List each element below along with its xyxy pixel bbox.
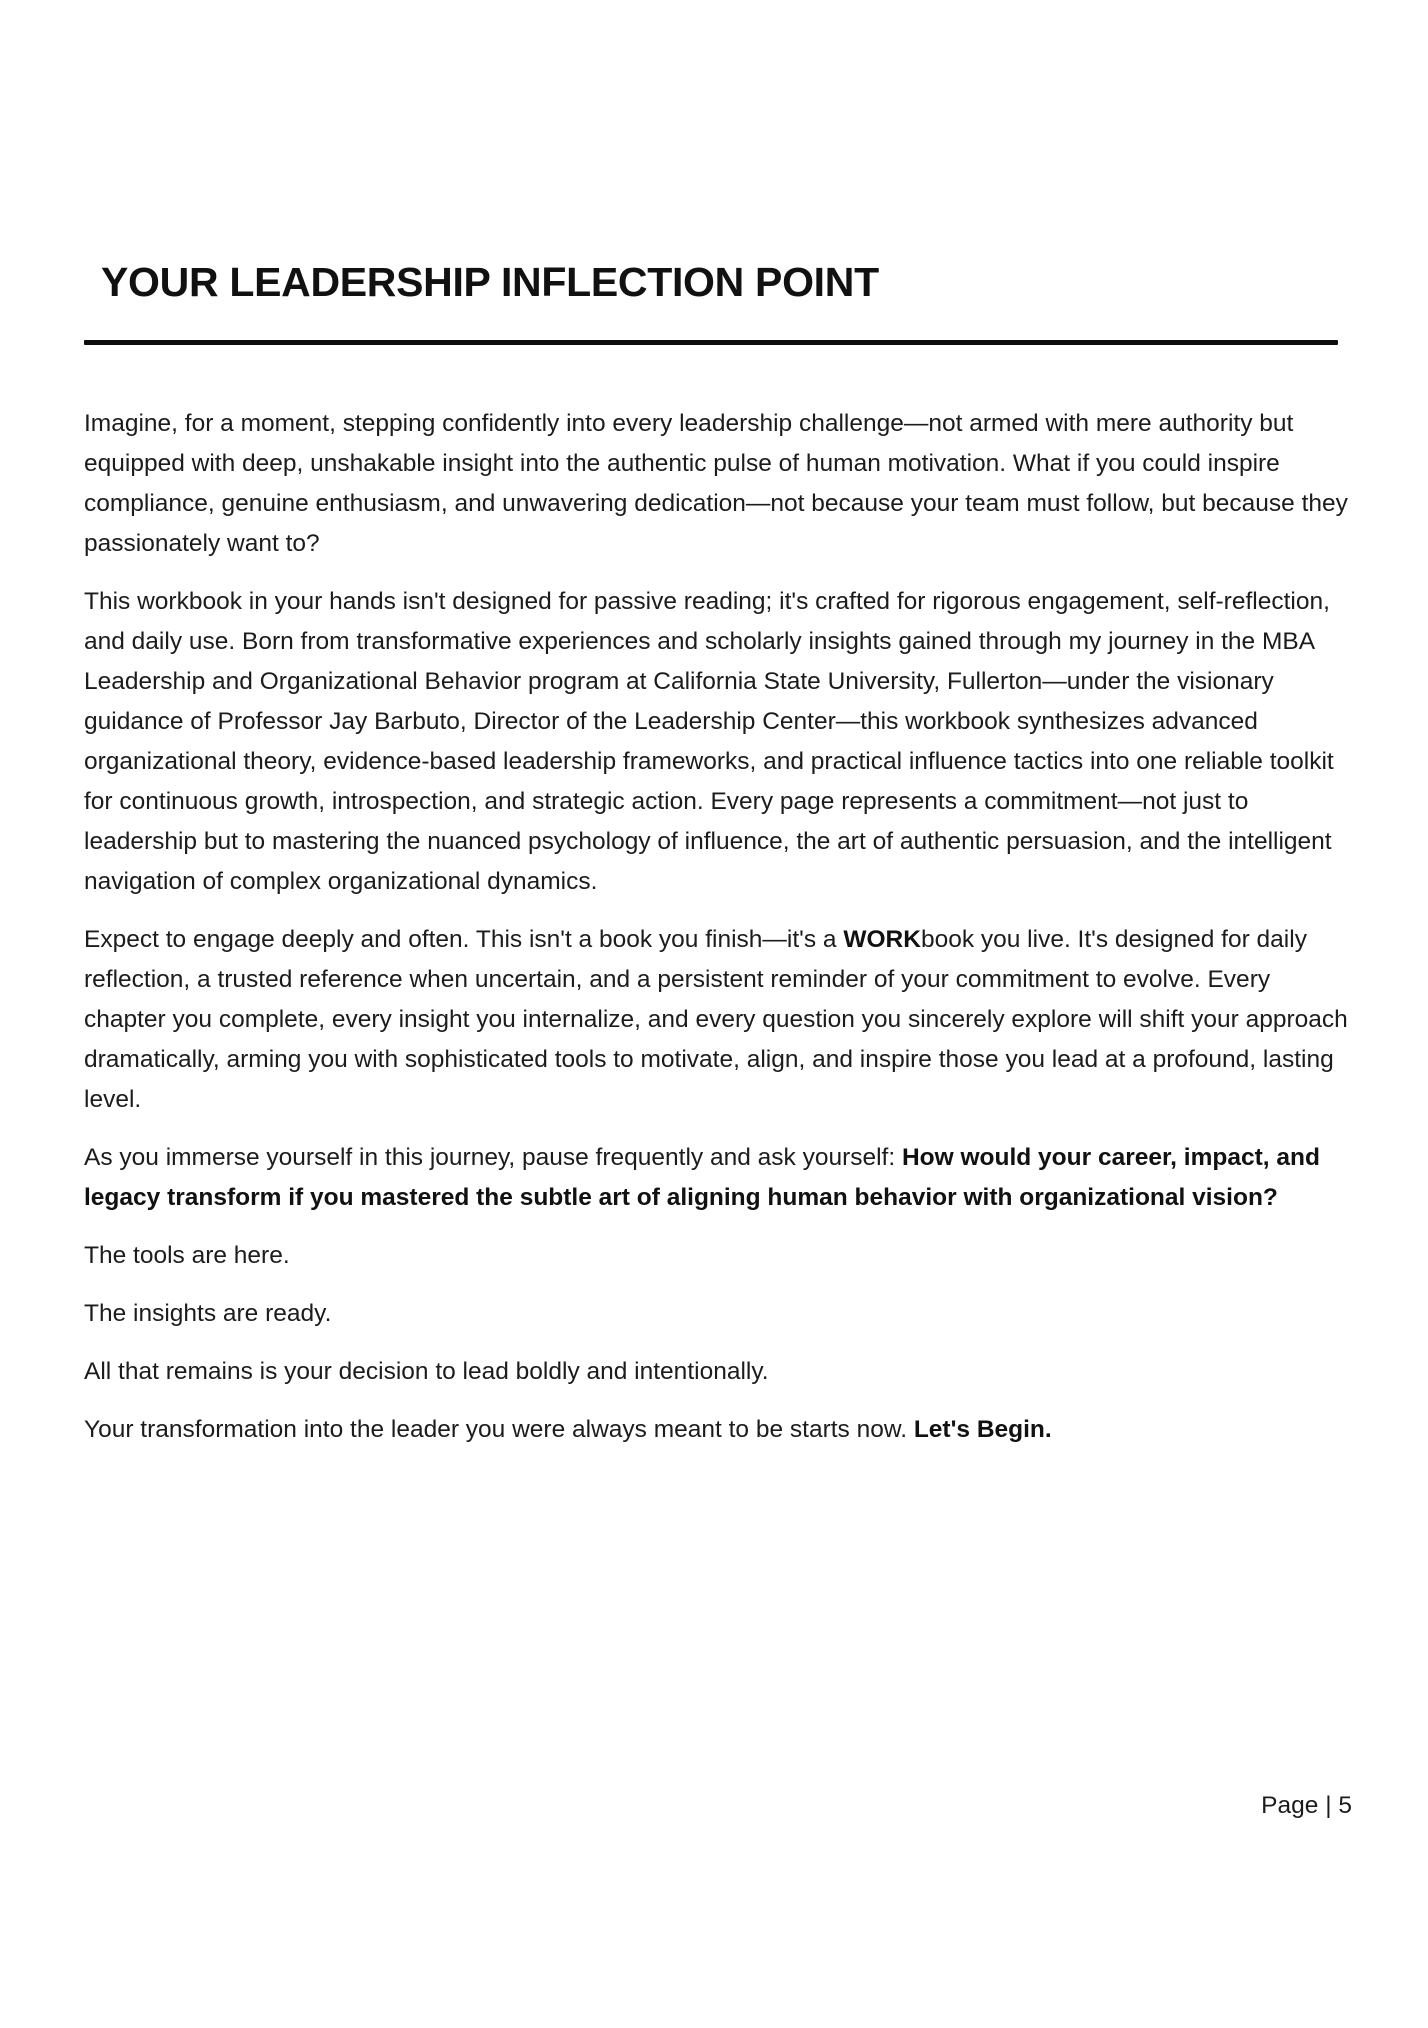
page-title: YOUR LEADERSHIP INFLECTION POINT [101,259,879,305]
paragraph-workbook-origin: This workbook in your hands isn't designed for passive reading; it's crafted for rigorous engagement, self-reflection, and daily use. Born from transformative experiences and scholarly insights gained through my journey in the MBA Leadership and Organizational Behavior program at California State University, Fullerton—under the visionary guidance of Professor Jay Barbuto, Director of the Leadership Center—this workbook synthesizes advanced organizational theory, evidence-based leadership frameworks, and practical influence tactics into one reliable toolkit for continuous growth, introspection, and strategic action. Every page represents a commitment—not just to leadership but to mastering the nuanced psychology of influence, the art of authentic persuasion, and the intelligent navigation of complex organizational dynamics. [84,588,1334,895]
paragraph-question [84,1138,1354,1218]
paragraph-question-emphasis: How would your career, impact, and legacy transform if you mastered the subtle art of aligning human behavior with organizational vision? [84,1144,1320,1211]
paragraph-decision: All that remains is your decision to lead boldly and intentionally. [84,1358,769,1385]
paragraph-intro: Imagine, for a moment, stepping confidently into every leadership challenge—not armed with mere authority but equipped with deep, unshakable insight into the authentic pulse of human motivation. What if you could inspire compliance, genuine enthusiasm, and unwavering dedication—not because your team must follow, but because they passionately want to? [84,410,1348,557]
paragraph-closing [84,1410,1354,1450]
title-divider [84,340,1338,345]
paragraph-closing-text: Your transformation into the leader you were always meant to be starts now. [84,1416,914,1443]
paragraph-engage-text-end: book you live. It's designed for daily reflection, a trusted reference when uncertain, and a persistent reminder of your commitment to evolve. Every chapter you complete, every insight you internalize, and every question you sincerely explore will shift your approach dramatically, arming you with sophisticated tools to motivate, align, and inspire those you lead at a profound, lasting level. [84,926,1348,1113]
paragraph-insights: The insights are ready. [84,1300,332,1327]
paragraph-question-text: As you immerse yourself in this journey, pause frequently and ask yourself: [84,1144,902,1171]
paragraph-tools: The tools are here. [84,1242,290,1269]
paragraph-engage [84,920,1354,1120]
paragraph-engage-text-start: Expect to engage deeply and often. This isn't a book you finish—it's a [84,926,844,953]
body-text [84,404,1354,1468]
paragraph-closing-emphasis: Let's Begin. [913,1416,1052,1443]
paragraph-engage-emphasis: WORK [843,926,921,953]
page-number: Page | 5 [1261,1792,1352,1819]
